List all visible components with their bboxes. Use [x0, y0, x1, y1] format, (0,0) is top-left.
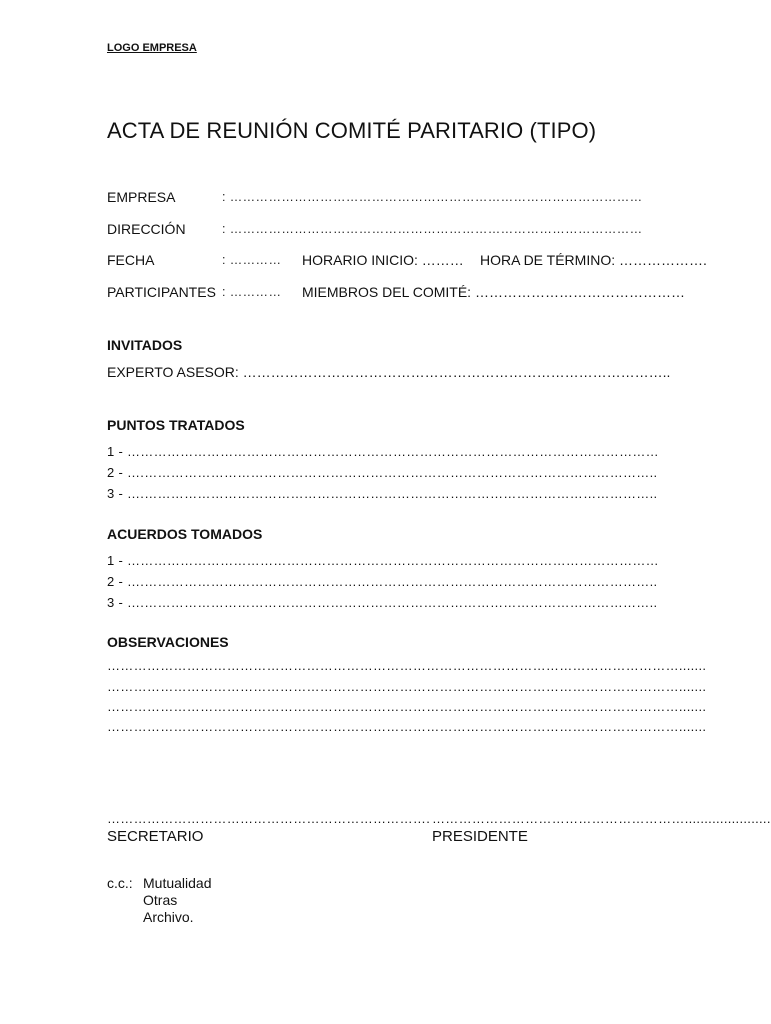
empresa-field: : ……………………………………………………………………………………	[222, 190, 643, 204]
hora-termino-field: HORA DE TÉRMINO: ……………….	[480, 252, 707, 268]
observacion-line-4: ………………………………………………………………………………………………………………….......	[107, 719, 707, 734]
document-title: ACTA DE REUNIÓN COMITÉ PARITARIO (TIPO)	[107, 118, 597, 143]
participantes-field: : …………	[222, 285, 282, 299]
fecha-field: : …………	[222, 253, 282, 267]
fecha-label: FECHA	[107, 252, 155, 268]
presidente-signature-line: …………………………………………………......................	[432, 811, 771, 826]
acuerdo-item-2: 2 - ….……………………………………………………………………………………………………..	[107, 574, 658, 589]
miembros-comite-field: MIEMBROS DEL COMITÉ: ………………………………………	[302, 284, 685, 300]
logo-placeholder: LOGO EMPRESA	[107, 42, 197, 54]
puntos-tratados-heading: PUNTOS TRATADOS	[107, 417, 245, 433]
cc-item-mutualidad: Mutualidad	[143, 875, 212, 891]
acuerdos-tomados-heading: ACUERDOS TOMADOS	[107, 526, 263, 542]
participantes-label: PARTICIPANTES	[107, 284, 216, 300]
direccion-field: : ……………………………………………………………………………………	[222, 222, 643, 236]
acuerdo-item-3: 3 - ….……………………………………………………………………………………………………..	[107, 595, 658, 610]
cc-item-otras: Otras	[143, 892, 178, 908]
secretario-label: SECRETARIO	[107, 828, 204, 845]
observacion-line-1: ………………………………………………………………………………………………………………….......	[107, 658, 707, 673]
presidente-label: PRESIDENTE	[432, 828, 528, 845]
punto-item-2: 2 - ….……………………………………………………………………………………………………..	[107, 465, 658, 480]
observacion-line-3: ………………………………………………………………………………………………………………….......	[107, 699, 707, 714]
secretario-signature-line: ……………………………………………………………….	[107, 811, 431, 826]
empresa-label: EMPRESA	[107, 189, 176, 205]
cc-item-archivo: Archivo.	[143, 909, 194, 925]
experto-asesor-field: EXPERTO ASESOR: ………………………………………………………………………………..	[107, 364, 671, 380]
punto-item-3: 3 - ….……………………………………………………………………………………………………..	[107, 486, 658, 501]
observaciones-heading: OBSERVACIONES	[107, 634, 229, 650]
horario-inicio-field: HORARIO INICIO: ………	[302, 252, 464, 268]
acuerdo-item-1: 1 - …………………………………………………………………………………………………………	[107, 553, 659, 568]
observacion-line-2: ………………………………………………………………………………………………………………….......	[107, 679, 707, 694]
cc-label: c.c.:	[107, 875, 133, 891]
invitados-heading: INVITADOS	[107, 337, 183, 353]
punto-item-1: 1 - …………………………………………………………………………………………………………	[107, 444, 659, 459]
direccion-label: DIRECCIÓN	[107, 221, 186, 237]
